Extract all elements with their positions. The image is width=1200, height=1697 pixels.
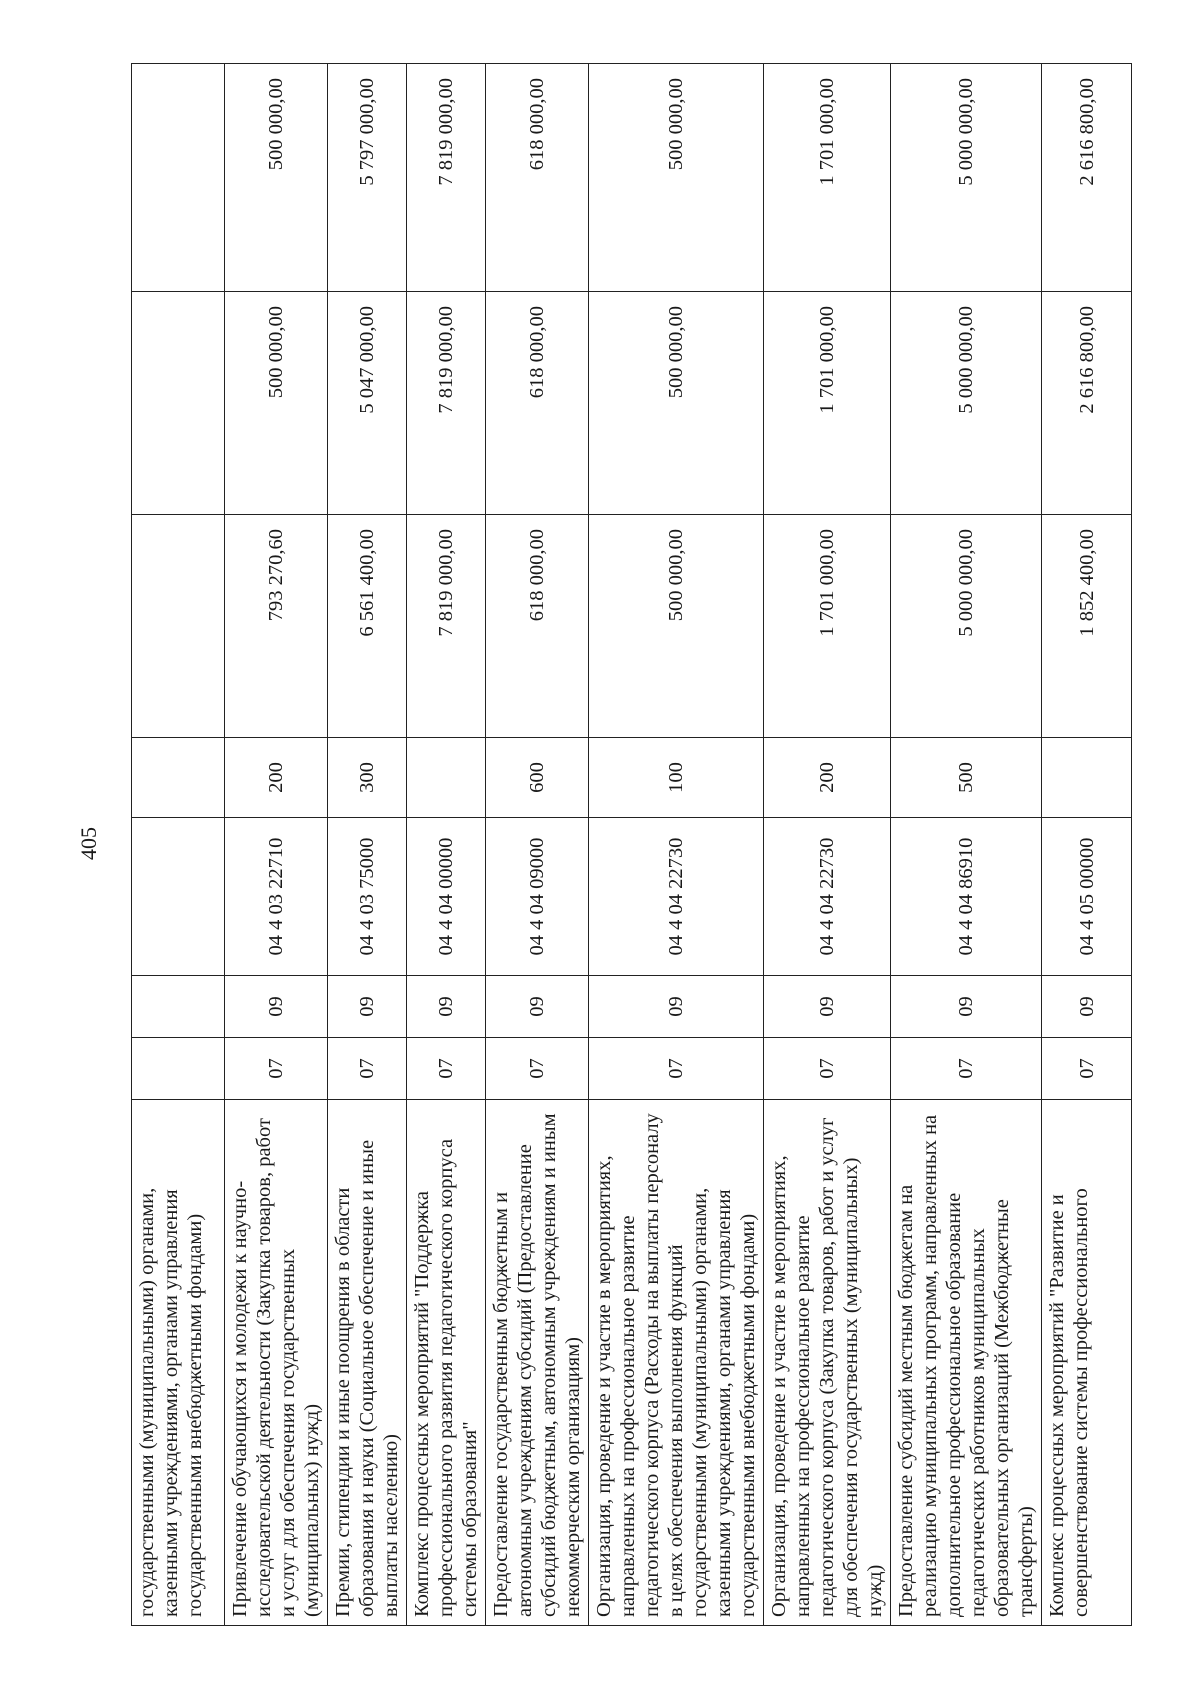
expense-type-code	[132, 738, 225, 818]
table-row	[407, 64, 486, 1626]
subsection-code: 09	[1042, 976, 1132, 1038]
amount-col-2: 5 047 000,00	[328, 292, 407, 515]
budget-table	[131, 63, 1132, 1626]
amount-col-1: 7 819 000,00	[407, 515, 486, 738]
target-article-code	[132, 818, 225, 976]
amount-col-2: 500 000,00	[225, 292, 328, 515]
subsection-code: 09	[328, 976, 407, 1038]
amount-col-3: 2 616 800,00	[1042, 64, 1132, 292]
table-row	[764, 64, 891, 1626]
amount-col-3: 5 797 000,00	[328, 64, 407, 292]
section-code: 07	[486, 1038, 589, 1100]
expense-type-code: 200	[764, 738, 891, 818]
amount-col-2: 2 616 800,00	[1042, 292, 1132, 515]
subsection-code: 09	[486, 976, 589, 1038]
amount-col-1: 5 000 000,00	[891, 515, 1042, 738]
subsection-code: 09	[891, 976, 1042, 1038]
table-row	[891, 64, 1042, 1626]
amount-col-1: 6 561 400,00	[328, 515, 407, 738]
subsection-code	[132, 976, 225, 1038]
target-article-code: 04 4 03 75000	[328, 818, 407, 976]
amount-col-3: 618 000,00	[486, 64, 589, 292]
amount-col-2: 5 000 000,00	[891, 292, 1042, 515]
table-row	[1042, 64, 1132, 1626]
section-code: 07	[225, 1038, 328, 1100]
section-code	[132, 1038, 225, 1100]
row-description: Премии, стипендии и иные поощрения в области образования и науки (Социальное обеспечение и иные выплаты населению)	[328, 1100, 407, 1626]
row-description: Предоставление государственным бюджетным и автономным учреждениям субсидий (Предоставление субсидий бюджетным, автономным учреждениям и иным некоммерческим организациям)	[486, 1100, 589, 1626]
amount-col-2: 7 819 000,00	[407, 292, 486, 515]
amount-col-3: 500 000,00	[589, 64, 764, 292]
target-article-code: 04 4 04 86910	[891, 818, 1042, 976]
row-description: Привлечение обучающихся и молодежи к научно-исследовательской деятельности (Закупка товаров, работ и услуг для обеспечения государственных (муниципальных) нужд)	[225, 1100, 328, 1626]
expense-type-code	[407, 738, 486, 818]
section-code: 07	[764, 1038, 891, 1100]
amount-col-2	[132, 292, 225, 515]
expense-type-code: 200	[225, 738, 328, 818]
expense-type-code: 100	[589, 738, 764, 818]
row-description: государственными (муниципальными) органами, казенными учреждениями, органами управления государственными внебюджетными фондами)	[132, 1100, 225, 1626]
page-number: 405	[76, 827, 101, 860]
budget-table-container	[131, 64, 1098, 1626]
target-article-code: 04 4 05 00000	[1042, 818, 1132, 976]
amount-col-1: 618 000,00	[486, 515, 589, 738]
section-code: 07	[407, 1038, 486, 1100]
amount-col-3: 5 000 000,00	[891, 64, 1042, 292]
amount-col-1: 793 270,60	[225, 515, 328, 738]
amount-col-1	[132, 515, 225, 738]
target-article-code: 04 4 04 09000	[486, 818, 589, 976]
expense-type-code: 500	[891, 738, 1042, 818]
amount-col-3: 1 701 000,00	[764, 64, 891, 292]
table-row	[225, 64, 328, 1626]
section-code: 07	[328, 1038, 407, 1100]
amount-col-3: 500 000,00	[225, 64, 328, 292]
target-article-code: 04 4 04 22730	[589, 818, 764, 976]
amount-col-3	[132, 64, 225, 292]
target-article-code: 04 4 03 22710	[225, 818, 328, 976]
amount-col-2: 618 000,00	[486, 292, 589, 515]
table-row	[589, 64, 764, 1626]
table-row	[132, 64, 225, 1626]
row-description: Организация, проведение и участие в мероприятиях, направленных на профессиональное развитие педагогического корпуса (Закупка товаров, работ и услуг для обеспечения государственных (муниципальных) нужд)	[764, 1100, 891, 1626]
amount-col-2: 1 701 000,00	[764, 292, 891, 515]
amount-col-1: 1 852 400,00	[1042, 515, 1132, 738]
table-row	[328, 64, 407, 1626]
amount-col-1: 1 701 000,00	[764, 515, 891, 738]
target-article-code: 04 4 04 22730	[764, 818, 891, 976]
section-code: 07	[589, 1038, 764, 1100]
row-description: Организация, проведение и участие в мероприятиях, направленных на профессиональное развитие педагогического корпуса (Расходы на выплаты персоналу в целях обеспечения выполнения функций государственными (муниципальными) органами, казенными учреждениями, органами управления государственными внебюджетными фондами)	[589, 1100, 764, 1626]
subsection-code: 09	[764, 976, 891, 1038]
row-description: Предоставление субсидий местным бюджетам на реализацию муниципальных программ, направленных на дополнительное профессиональное образование педагогических работников муниципальных образовательных организаций (Межбюджетные трансферты)	[891, 1100, 1042, 1626]
subsection-code: 09	[225, 976, 328, 1038]
subsection-code: 09	[589, 976, 764, 1038]
subsection-code: 09	[407, 976, 486, 1038]
amount-col-2: 500 000,00	[589, 292, 764, 515]
row-description: Комплекс процессных мероприятий "Поддержка профессионального развития педагогического корпуса системы образования"	[407, 1100, 486, 1626]
section-code: 07	[891, 1038, 1042, 1100]
target-article-code: 04 4 04 00000	[407, 818, 486, 976]
amount-col-1: 500 000,00	[589, 515, 764, 738]
section-code: 07	[1042, 1038, 1132, 1100]
table-row	[486, 64, 589, 1626]
expense-type-code: 600	[486, 738, 589, 818]
expense-type-code: 300	[328, 738, 407, 818]
row-description: Комплекс процессных мероприятий "Развитие и совершенствование системы профессионального	[1042, 1100, 1132, 1626]
expense-type-code	[1042, 738, 1132, 818]
amount-col-3: 7 819 000,00	[407, 64, 486, 292]
